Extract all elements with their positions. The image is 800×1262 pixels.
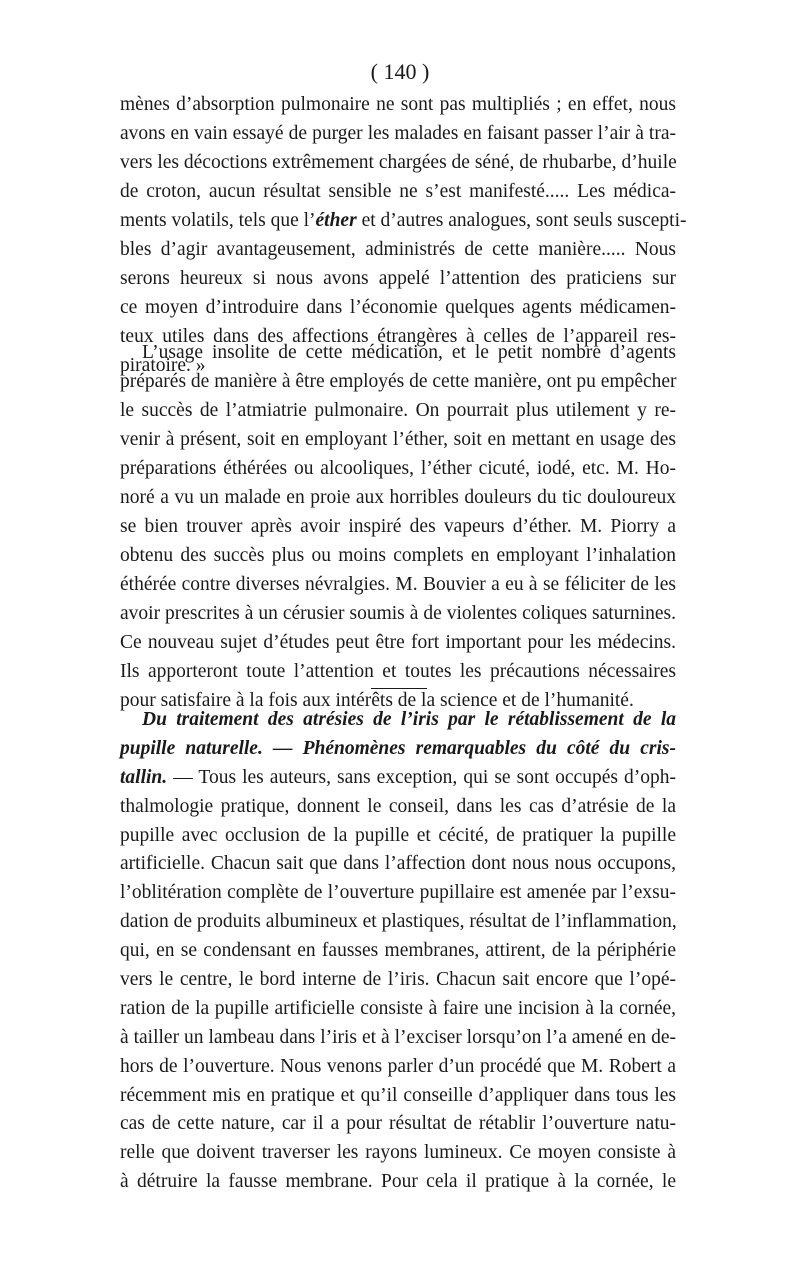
paragraph — [120, 338, 676, 715]
text-line: ration de la pupille artificielle consiste à faire une incision à la cornée, — [120, 997, 676, 1019]
paragraph-continuation — [120, 90, 687, 380]
section-title: pupille naturelle. — Phénomènes remarquables du côté du cris- — [120, 737, 676, 759]
text-line: bles d’agir avantageusement, administrés de cette manière..... Nous — [120, 239, 676, 260]
text-fragment: et d’autres analogues, sont seuls suscepti- — [356, 210, 687, 231]
page-number: ( 140 ) — [370, 59, 430, 84]
text-line: obtenu des succès plus ou moins complets en employant l’inhalation — [120, 545, 676, 566]
section-title: tallin. — [120, 766, 168, 788]
text-line: récemment mis en pratique et qu’il conseille d’appliquer dans tous les — [120, 1084, 676, 1106]
text-line: se bien trouver après avoir inspiré des vapeurs d’éther. M. Piorry a — [120, 516, 676, 537]
text-line: de croton, aucun résultat sensible ne s’est manifesté..... Les médica- — [120, 181, 676, 202]
text-line: piratoire. » — [120, 355, 206, 376]
text-line: pupille avec occlusion de la pupille et cécité, de pratiquer la pupille — [120, 824, 676, 846]
text-line: éthérée contre diverses névralgies. M. Bouvier a eu à se féliciter de les — [120, 574, 676, 595]
text-line: vers les décoctions extrêmement chargées de séné, de rhubarbe, d’huile — [120, 152, 677, 173]
text-line: venir à présent, soit en employant l’éther, soit en mettant en usage des — [120, 429, 676, 450]
text-line: L’usage insolite de cette médication, et le petit nombre d’agents — [142, 342, 676, 363]
text-line: avoir prescrites à un cérusier soumis à de violentes coliques saturnines. — [120, 603, 676, 624]
section-title: Du traitement des atrésies de l’iris par le rétablissement de la — [142, 709, 676, 730]
section-divider — [371, 688, 427, 689]
section-title-line — [120, 706, 676, 735]
text-line: pour satisfaire à la fois aux intérêts de la science et de l’humanité. — [120, 690, 634, 711]
text-line: à tailler un lambeau dans l’iris et à l’exciser lorsqu’on l’a amené en de- — [120, 1026, 676, 1048]
text-line: l’oblitération complète de l’ouverture pupillaire est amenée par l’exsu- — [120, 882, 676, 904]
section-title-line — [120, 735, 676, 764]
text-line: serons heureux si nous avons appelé l’attention des praticiens sur — [120, 268, 676, 289]
text-line: préparés de manière à être employés de cette manière, ont pu empêcher — [120, 371, 677, 392]
text-line: mènes d’absorption pulmonaire ne sont pas multipliés ; en effet, nous — [120, 94, 676, 115]
text-fragment: — Tous les auteurs, sans exception, qui se sont occupés d’oph- — [167, 766, 676, 788]
text-line: qui, en se condensant en fausses membranes, attirent, de la périphérie — [120, 940, 676, 962]
text-line: dation de produits albumineux et plastiques, résultat de l’inflammation, — [120, 911, 677, 933]
text-line: ce moyen d’introduire dans l’économie quelques agents médicamen- — [120, 297, 676, 318]
text-line: artificielle. Chacun sait que dans l’affection dont nous nous occupons, — [120, 853, 676, 875]
text-line — [120, 206, 687, 235]
text-line — [120, 764, 676, 793]
section — [120, 706, 676, 1197]
text-line: cas de cette nature, car il a pour résultat de rétablir l’ouverture natu- — [120, 1113, 676, 1135]
text-line: préparations éthérées ou alcooliques, l’éther cicuté, iodé, etc. M. Ho- — [120, 458, 676, 479]
text-line: hors de l’ouverture. Nous venons parler d’un procédé que M. Robert a — [120, 1055, 676, 1077]
text-line: à détruire la fausse membrane. Pour cela il pratique à la cornée, le — [120, 1171, 676, 1193]
text-line: le succès de l’atmiatrie pulmonaire. On pourrait plus utilement y re- — [120, 400, 676, 421]
text-line: noré a vu un malade en proie aux horribles douleurs du tic douloureux — [120, 487, 676, 508]
text-line: Ce nouveau sujet d’études peut être fort important pour les médecins. — [120, 632, 676, 653]
text-line: Ils apporteront toute l’attention et toutes les précautions nécessaires — [120, 661, 676, 682]
text-line: thalmologie pratique, donnent le conseil, dans les cas d’atrésie de la — [120, 795, 676, 817]
italic-term: éther — [315, 210, 357, 231]
text-line: relle que doivent traverser les rayons lumineux. Ce moyen consiste à — [120, 1142, 676, 1164]
text-fragment: ments volatils, tels que l’ — [120, 210, 316, 231]
text-line: vers le centre, le bord interne de l’iris. Chacun sait encore que l’opé- — [120, 969, 676, 991]
text-line: avons en vain essayé de purger les malades en faisant passer l’air à tra- — [120, 123, 676, 144]
text-line: teux utiles dans des affections étrangères à celles de l’appareil res- — [120, 326, 676, 347]
